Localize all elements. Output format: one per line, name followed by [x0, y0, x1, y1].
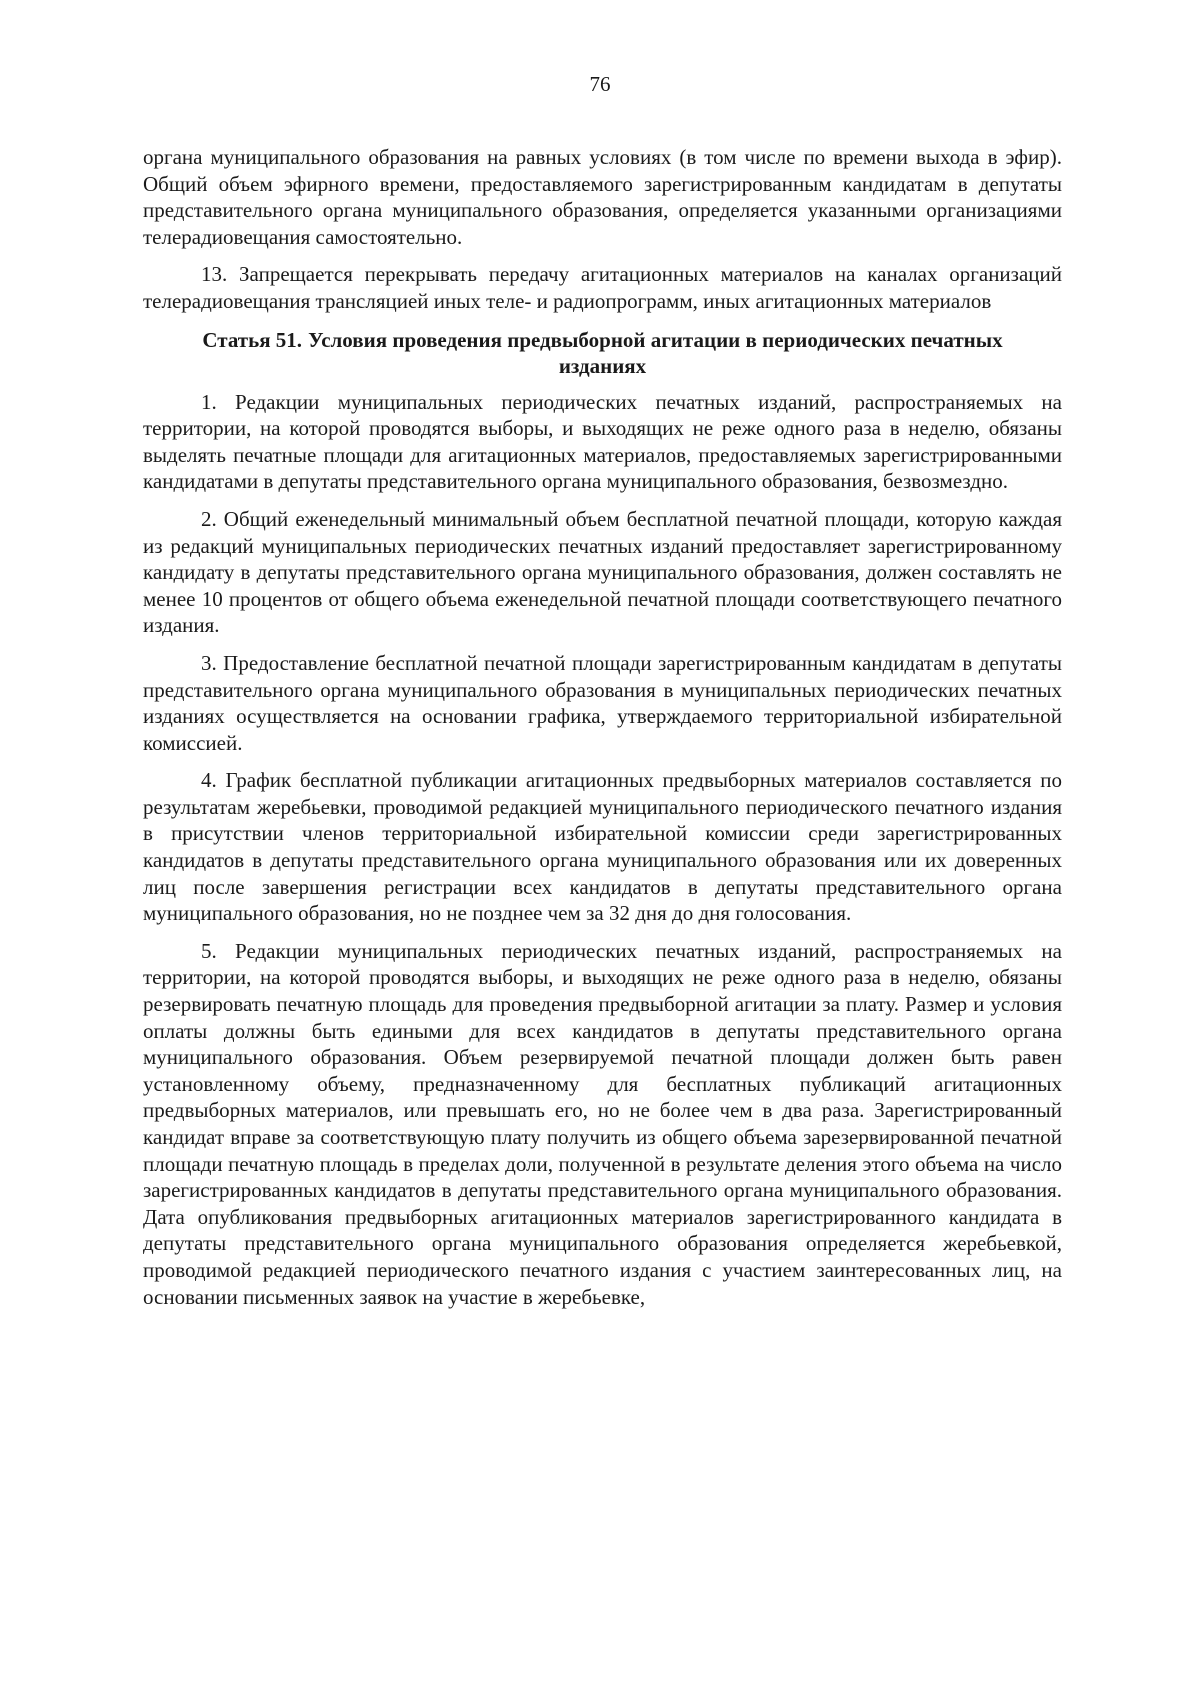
paragraph-continued: органа муниципального образования на равных условиях (в том числе по времени выхода в эфир). Общий объем эфирного времени, предоставляемого зарегистрированным кандидатам в депутаты представительного органа муниципального образования, определяется указанными организациями телерадиовещания самостоятельно. [143, 145, 1062, 249]
document-body [143, 144, 1062, 1321]
paragraph-3: 3. Предоставление бесплатной печатной площади зарегистрированным кандидатам в депутаты представительного органа муниципального образования в муниципальных периодических печатных изданиях осуществляется на основании графика, утверждаемого территориальной избирательной комиссией. [143, 650, 1062, 755]
paragraph-5: 5. Редакции муниципальных периодических печатных изданий, распространяемых на территории, на которой проводятся выборы, и выходящих не реже одного раза в неделю, обязаны резервировать печатную площадь для проведения предвыборной агитации за плату. Размер и условия оплаты должны быть едиными для всех кандидатов в депутаты представительного органа муниципального образования. Объем резервируемой печатной площади должен быть равен установленному объему, предназначенному для бесплатных публикаций агитационных предвыборных материалов, или превышать его, но не более чем в два раза. Зарегистрированный кандидат вправе за соответствующую плату получить из общего объема зарезервированной печатной площади печатную площадь в пределах доли, полученной в результате деления этого объема на число зарегистрированных кандидатов в депутаты представительного органа муниципального образования. Дата опубликования предвыборных агитационных материалов зарегистрированного кандидата в депутаты представительного органа муниципального образования определяется жеребьевкой, проводимой редакцией периодического печатного издания с участием заинтересованных лиц, на основании письменных заявок на участие в жеребьевке, [143, 938, 1062, 1309]
paragraph-2: 2. Общий еженедельный минимальный объем бесплатной печатной площади, которую каждая из редакций муниципальных периодических печатных изданий предоставляет зарегистрированному кандидату в депутаты представительного органа муниципального образования, должен составлять не менее 10 процентов от общего объема еженедельной печатной площади соответствующего печатного издания. [143, 506, 1062, 638]
paragraph-4: 4. График бесплатной публикации агитационных предвыборных материалов составляется по результатам жеребьевки, проводимой редакцией муниципального периодического печатного издания в присутствии членов территориальной избирательной комиссии среди зарегистрированных кандидатов в депутаты представительного органа муниципального образования или их доверенных лиц после завершения регистрации всех кандидатов в депутаты представительного органа муниципального образования, но не позднее чем за 32 дня до дня голосования. [143, 768, 1062, 926]
article-label: Статья 51. [202, 327, 303, 352]
paragraph-13: 13. Запрещается перекрывать передачу агитационных материалов на каналах организаций телерадиовещания трансляцией иных теле- и радиопрограмм, иных агитационных материалов [143, 262, 1062, 313]
paragraph-1: 1. Редакции муниципальных периодических печатных изданий, распространяемых на территории, на которой проводятся выборы, и выходящих не реже одного раза в неделю, обязаны выделять печатные площади для агитационных материалов, предоставляемых зарегистрированными кандидатами в депутаты представительного органа муниципального образования, безвозмездно. [143, 389, 1062, 494]
article-heading [143, 327, 1062, 379]
page-number: 76 [589, 72, 611, 96]
article-title: Условия проведения предвыборной агитации в периодических печатных изданиях [308, 327, 1003, 378]
